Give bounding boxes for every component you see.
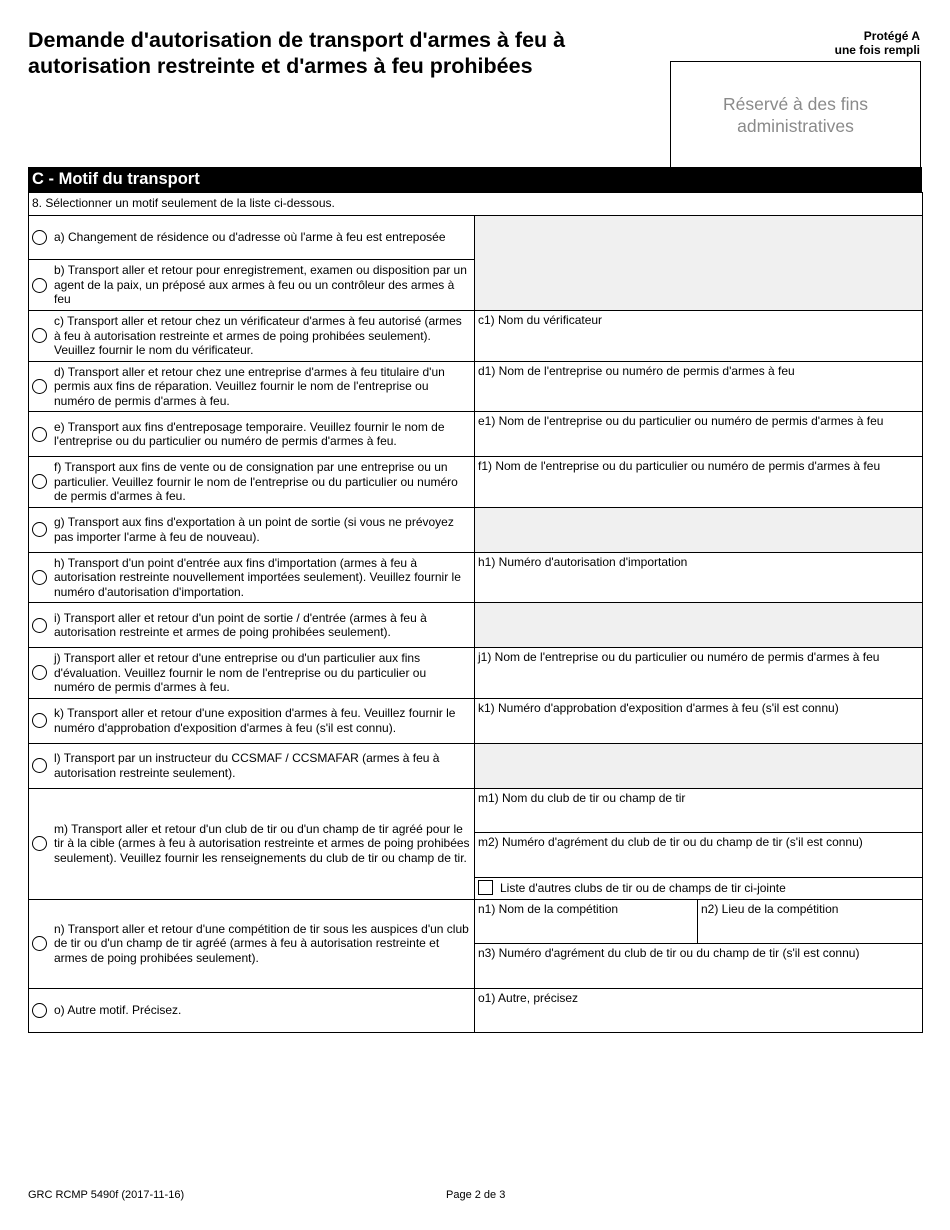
page-number: Page 2 de 3 xyxy=(446,1189,506,1201)
option-a-label: a) Changement de résidence ou d'adresse où l'arme à feu est entreposée xyxy=(54,230,446,245)
field-j1[interactable] xyxy=(475,648,923,699)
radio-l[interactable] xyxy=(32,758,47,773)
option-row-c xyxy=(29,311,923,362)
field-f1-label: f1) Nom de l'entreprise ou du particulier ou numéro de permis d'armes à feu xyxy=(478,459,881,473)
option-row-o xyxy=(29,988,923,1032)
option-row-d xyxy=(29,361,923,412)
field-e1[interactable] xyxy=(475,412,923,457)
radio-m[interactable] xyxy=(32,836,47,851)
radio-n[interactable] xyxy=(32,936,47,951)
option-row-k xyxy=(29,698,923,743)
option-row-n xyxy=(29,899,923,943)
option-row-i xyxy=(29,603,923,648)
field-n1[interactable] xyxy=(475,899,698,943)
radio-g[interactable] xyxy=(32,522,47,537)
radio-o[interactable] xyxy=(32,1003,47,1018)
radio-e[interactable] xyxy=(32,427,47,442)
option-g-label: g) Transport aux fins d'exportation à un point de sortie (si vous ne prévoyez pas importer l'arme à feu de nouveau). xyxy=(54,515,454,544)
field-g-unused xyxy=(475,507,923,552)
field-m1-label: m1) Nom du club de tir ou champ de tir xyxy=(478,790,686,805)
option-o[interactable] xyxy=(29,988,475,1032)
option-e-label: e) Transport aux fins d'entreposage temporaire. Veuillez fournir le nom de l'entreprise ou du particulier ou numéro de permis d'armes à feu. xyxy=(54,419,445,448)
protected-label xyxy=(835,29,920,57)
option-n[interactable] xyxy=(29,899,475,988)
option-row-g xyxy=(29,507,923,552)
field-f1[interactable] xyxy=(475,457,923,508)
option-g[interactable] xyxy=(29,507,475,552)
field-i-unused xyxy=(475,603,923,648)
option-row-h xyxy=(29,552,923,603)
field-h1-label: h1) Numéro d'autorisation d'importation xyxy=(478,554,688,569)
protected-label-line2: une fois rempli xyxy=(834,43,920,57)
field-h1[interactable] xyxy=(475,552,923,603)
option-d[interactable] xyxy=(29,361,475,412)
field-n3[interactable] xyxy=(475,943,923,988)
field-k1[interactable] xyxy=(475,698,923,743)
field-m2[interactable] xyxy=(475,832,923,877)
protected-label-line1: Protégé A xyxy=(863,29,920,43)
radio-b[interactable] xyxy=(32,278,47,293)
option-row-l xyxy=(29,743,923,788)
option-h[interactable] xyxy=(29,552,475,603)
option-row-j xyxy=(29,648,923,699)
field-d1-label: d1) Nom de l'entreprise ou numéro de permis d'armes à feu xyxy=(478,363,795,378)
option-c[interactable] xyxy=(29,311,475,362)
field-o1[interactable] xyxy=(475,988,923,1032)
option-f[interactable] xyxy=(29,457,475,508)
radio-d[interactable] xyxy=(32,379,47,394)
option-f-label: f) Transport aux fins de vente ou de consignation par une entreprise ou un particulier. Veuillez fournir le nom de l'entreprise ou du particulier ou numéro de permis d'armes à feu. xyxy=(54,460,458,503)
field-m-checkbox[interactable] xyxy=(475,877,923,899)
form-id: GRC RCMP 5490f (2017-11-16) xyxy=(28,1189,185,1201)
admin-label-line2: administratives xyxy=(737,115,854,136)
option-b[interactable] xyxy=(29,260,475,311)
field-n3-label: n3) Numéro d'agrément du club de tir ou du champ de tir (s'il est connu) xyxy=(478,945,860,960)
option-i-label: i) Transport aller et retour d'un point de sortie / d'entrée (armes à feu à autorisation restreinte et armes de poing prohibées seulement). xyxy=(54,610,427,639)
option-row-a xyxy=(29,216,923,260)
field-d1[interactable] xyxy=(475,361,923,412)
option-k-label: k) Transport aller et retour d'une exposition d'armes à feu. Veuillez fournir le numéro d'approbation d'exposition d'armes à feu (s'il est connu). xyxy=(54,706,456,735)
option-h-label: h) Transport d'un point d'entrée aux fins d'importation (armes à feu à autorisation restreinte nouvellement importées seulement). Veuillez fournir le numéro d'autorisation d'importation. xyxy=(54,555,461,599)
radio-f[interactable] xyxy=(32,474,47,489)
radio-i[interactable] xyxy=(32,618,47,633)
form-title xyxy=(28,27,628,79)
form-title-line2: autorisation restreinte et d'armes à feu prohibées xyxy=(28,54,533,78)
option-l[interactable] xyxy=(29,743,475,788)
radio-h[interactable] xyxy=(32,570,47,585)
instruction-text: 8. Sélectionner un motif seulement de la liste ci-dessous. xyxy=(29,193,923,216)
option-row-m xyxy=(29,788,923,832)
option-i[interactable] xyxy=(29,603,475,648)
option-j[interactable] xyxy=(29,648,475,699)
field-o1-label: o1) Autre, précisez xyxy=(478,990,579,1005)
instruction-row xyxy=(29,193,923,216)
option-j-label: j) Transport aller et retour d'une entreprise ou d'un particulier aux fins d'évaluation. Veuillez fournir le nom de l'entreprise ou du particulier ou numéro de permis d'armes à feu. xyxy=(54,651,427,694)
field-n2[interactable] xyxy=(698,899,923,943)
option-d-label: d) Transport aller et retour chez une entreprise d'armes à feu titulaire d'un permis aux fins de réparation. Veuillez fournir le nom de l'entreprise ou numéro de permis d'armes à feu. xyxy=(54,364,445,408)
radio-k[interactable] xyxy=(32,713,47,728)
option-row-e xyxy=(29,412,923,457)
attached-list-label: Liste d'autres clubs de tir ou de champs de tir ci-jointe xyxy=(500,880,786,895)
option-n-label: n) Transport aller et retour d'une compétition de tir sous les auspices d'un club de tir ou d'un champ de tir agréé (armes à feu à autorisation restreinte et armes de poing prohibées seulement). xyxy=(54,921,469,965)
option-b-label: b) Transport aller et retour pour enregistrement, examen ou disposition par un agent de la paix, un préposé aux armes à feu ou un contrôleur des armes à feu xyxy=(54,263,467,307)
option-l-label: l) Transport par un instructeur du CCSMAF / CCSMAFAR (armes à feu à autorisation restreinte seulement). xyxy=(54,751,440,780)
field-j1-label: j1) Nom de l'entreprise ou du particulier ou numéro de permis d'armes à feu xyxy=(478,650,880,664)
field-n1-label: n1) Nom de la compétition xyxy=(478,901,619,916)
admin-label-line1: Réservé à des fins xyxy=(723,93,868,114)
radio-c[interactable] xyxy=(32,328,47,343)
option-c-label: c) Transport aller et retour chez un vérificateur d'armes à feu autorisé (armes à feu à autorisation restreinte et armes de poing prohibées seulement). Veuillez fournir le nom du vérificateur. xyxy=(54,314,462,357)
form-title-line1: Demande d'autorisation de transport d'armes à feu à xyxy=(28,28,566,52)
reason-table xyxy=(28,192,923,1033)
admin-reserved-box xyxy=(670,61,921,167)
field-ab-unused xyxy=(475,216,923,311)
field-l-unused xyxy=(475,743,923,788)
radio-a[interactable] xyxy=(32,230,47,245)
option-a[interactable] xyxy=(29,216,475,260)
option-e[interactable] xyxy=(29,412,475,457)
field-e1-label: e1) Nom de l'entreprise ou du particulier ou numéro de permis d'armes à feu xyxy=(478,414,884,428)
option-row-f xyxy=(29,457,923,508)
field-m1[interactable] xyxy=(475,788,923,832)
field-k1-label: k1) Numéro d'approbation d'exposition d'armes à feu (s'il est connu) xyxy=(478,700,839,715)
option-m-label: m) Transport aller et retour d'un club de tir ou d'un champ de tir agréé pour le tir à la cible (armes à feu à autorisation restreinte et armes de poing prohibées seulement). Veuillez fournir les renseignements du club de tir ou champ de tir. xyxy=(54,821,470,865)
field-c1[interactable] xyxy=(475,311,923,362)
field-n2-label: n2) Lieu de la compétition xyxy=(701,901,839,916)
field-c1-label: c1) Nom du vérificateur xyxy=(478,313,603,327)
option-m[interactable] xyxy=(29,788,475,899)
field-m2-label: m2) Numéro d'agrément du club de tir ou du champ de tir (s'il est connu) xyxy=(478,834,863,849)
attached-list-checkbox[interactable] xyxy=(478,880,493,895)
section-c-header: C - Motif du transport xyxy=(28,167,922,192)
radio-j[interactable] xyxy=(32,665,47,680)
option-k[interactable] xyxy=(29,698,475,743)
option-o-label: o) Autre motif. Précisez. xyxy=(54,1002,182,1017)
